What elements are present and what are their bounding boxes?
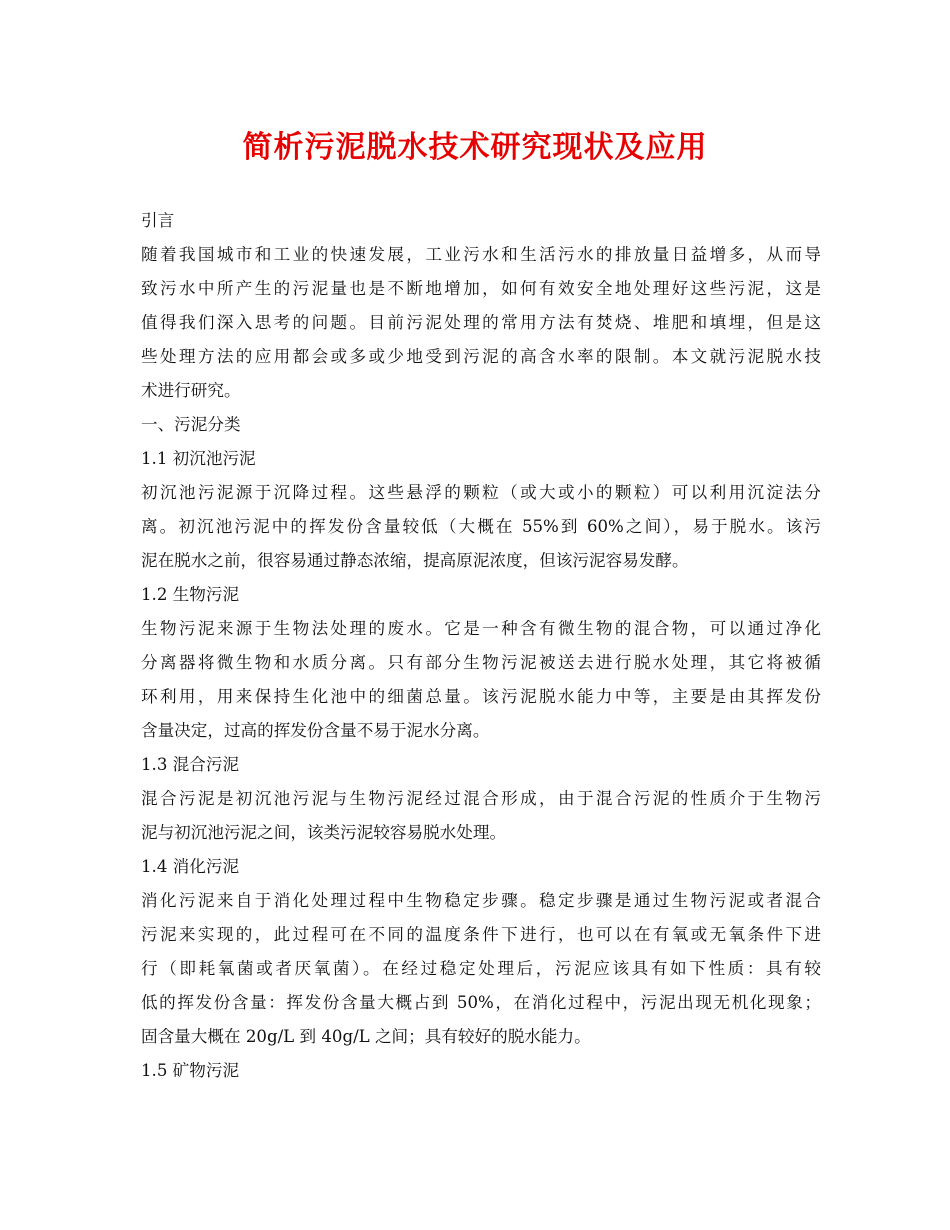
text-line: 引言 [141, 211, 175, 230]
text-line: 值得我们深入思考的问题。目前污泥处理的常用方法有焚烧、堆肥和填埋，但是这 [141, 313, 821, 332]
text-line: 些处理方法的应用都会或多或少地受到污泥的高含水率的限制。本文就污泥脱水技 [141, 347, 821, 366]
text-line: 固含量大概在 20g/L 到 40g/L 之间；具有较好的脱水能力。 [141, 1027, 591, 1046]
text-line: 离。初沉池污泥中的挥发份含量较低（大概在 55%到 60%之间），易于脱水。该污 [141, 517, 821, 536]
text-line: 泥在脱水之前，很容易通过静态浓缩，提高原泥浓度，但该污泥容易发酵。 [141, 551, 689, 570]
document-body [141, 204, 821, 1088]
text-line: 行（即耗氧菌或者厌氧菌）。在经过稳定处理后，污泥应该具有如下性质：具有较 [141, 959, 821, 978]
text-line: 随着我国城市和工业的快速发展，工业污水和生活污水的排放量日益增多，从而导 [141, 245, 821, 264]
document-title: 简析污泥脱水技术研究现状及应用 [242, 130, 708, 165]
text-line: 1.2 生物污泥 [141, 585, 240, 604]
text-line: 初沉池污泥源于沉降过程。这些悬浮的颗粒（或大或小的颗粒）可以利用沉淀法分 [141, 483, 821, 502]
text-line: 一、污泥分类 [141, 415, 241, 434]
text-line: 泥与初沉池污泥之间，该类污泥较容易脱水处理。 [141, 823, 507, 842]
text-line: 污泥来实现的，此过程可在不同的温度条件下进行，也可以在有氧或无氧条件下进 [141, 925, 821, 944]
text-line: 分离器将微生物和水质分离。只有部分生物污泥被送去进行脱水处理，其它将被循 [141, 653, 821, 672]
text-line: 混合污泥是初沉池污泥与生物污泥经过混合形成，由于混合污泥的性质介于生物污 [141, 789, 821, 808]
text-line: 1.4 消化污泥 [141, 857, 240, 876]
text-line: 1.5 矿物污泥 [141, 1061, 240, 1080]
text-line: 环利用，用来保持生化池中的细菌总量。该污泥脱水能力中等，主要是由其挥发份 [141, 687, 821, 706]
text-line: 生物污泥来源于生物法处理的废水。它是一种含有微生物的混合物，可以通过净化 [141, 619, 821, 638]
text-line: 1.3 混合污泥 [141, 755, 240, 774]
text-line: 1.1 初沉池污泥 [141, 449, 256, 468]
text-line: 术进行研究。 [141, 381, 241, 400]
text-line: 致污水中所产生的污泥量也是不断地增加，如何有效安全地处理好这些污泥，这是 [141, 279, 821, 298]
text-line: 消化污泥来自于消化处理过程中生物稳定步骤。稳定步骤是通过生物污泥或者混合 [141, 891, 821, 910]
text-line: 低的挥发份含量：挥发份含量大概占到 50%，在消化过程中，污泥出现无机化现象； [141, 993, 821, 1012]
text-line: 含量决定，过高的挥发份含量不易于泥水分离。 [141, 721, 490, 740]
